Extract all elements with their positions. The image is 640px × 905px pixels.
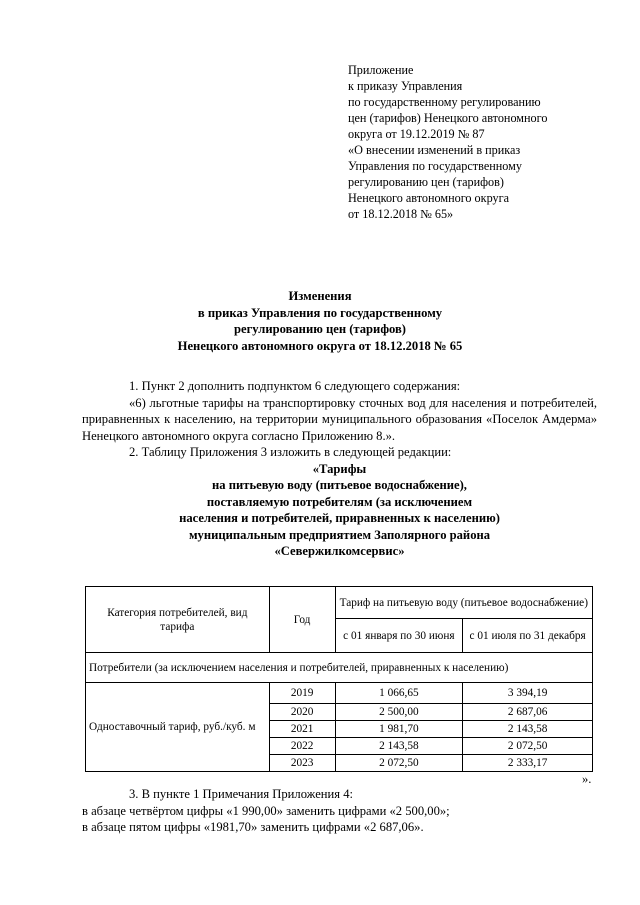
title-line: Изменения <box>288 289 352 303</box>
tariff-title-line: поставляемую потребителям (за исключением <box>206 494 473 509</box>
row-value-h2: 2 687,06 <box>463 704 593 721</box>
title-line: в приказ Управления по государственному <box>197 305 443 320</box>
row-year: 2019 <box>269 683 335 704</box>
body-text <box>82 378 597 560</box>
row-value-h1: 2 072,50 <box>335 755 463 772</box>
annex-line: округа от 19.12.2019 № 87 <box>348 127 485 141</box>
paragraph-1: 1. Пункт 2 дополнить подпунктом 6 следующего содержания: <box>129 379 461 393</box>
title-line: регулированию цен (тарифов) <box>233 322 407 336</box>
annex-line: к приказу Управления <box>348 79 463 93</box>
header-category: Категория потребителей, вид тарифа <box>86 587 270 653</box>
group-label: Потребители (за исключением населения и потребителей, приравненных к населению) <box>86 653 593 683</box>
tariff-title-line: «Тарифы <box>312 461 367 476</box>
tariff-table <box>85 586 593 772</box>
header-period-1: с 01 января по 30 июня <box>335 619 463 653</box>
tariff-title-line: муниципальным предприятием Заполярного района <box>188 527 491 542</box>
tail-paragraph-1: 3. В пункте 1 Примечания Приложения 4: <box>129 787 354 801</box>
tail-text <box>82 786 597 836</box>
row-value-h1: 1 066,65 <box>335 683 463 704</box>
annex-line: Приложение <box>348 63 414 77</box>
tariff-kind: Одноставочный тариф, руб./куб. м <box>86 683 270 772</box>
annex-line: по государственному регулированию <box>348 95 541 109</box>
paragraph-2: «6) льготные тарифы на транспортировку сточных вод для населения и потребителей, приравненных к населению, на территории муниципального образования «Поселок Амдерма» Ненецкого автономного округа согласно Приложению 8.». <box>82 395 597 443</box>
row-year: 2022 <box>269 738 335 755</box>
annex-line: Ненецкого автономного округа <box>348 191 510 205</box>
row-value-h2: 2 072,50 <box>463 738 593 755</box>
row-value-h2: 3 394,19 <box>463 683 593 704</box>
tail-paragraph-2: в абзаце четвёртом цифры «1 990,00» заменить цифрами «2 500,00»; <box>82 803 450 818</box>
tariff-title-line: на питьевую воду (питьевое водоснабжение), <box>212 478 467 492</box>
row-year: 2021 <box>269 721 335 738</box>
closing-quote: ». <box>582 772 592 786</box>
row-value-h1: 2 143,58 <box>335 738 463 755</box>
annex-line: цен (тарифов) Ненецкого автономного <box>348 111 548 125</box>
annex-block <box>348 62 608 222</box>
row-value-h1: 1 981,70 <box>335 721 463 738</box>
annex-line: «О внесении изменений в приказ <box>348 143 521 157</box>
document-title <box>0 288 640 354</box>
row-year: 2020 <box>269 704 335 721</box>
header-tariff: Тариф на питьевую воду (питьевое водоснабжение) <box>335 587 592 619</box>
annex-line: от 18.12.2018 № 65» <box>348 207 454 221</box>
tariff-title-line: «Севержилкомсервис» <box>274 544 405 558</box>
tariff-title-line: населения и потребителей, приравненных к населению) <box>179 511 500 525</box>
row-value-h2: 2 143,58 <box>463 721 593 738</box>
row-value-h2: 2 333,17 <box>463 755 593 772</box>
tariff-title <box>82 461 597 560</box>
paragraph-3: 2. Таблицу Приложения 3 изложить в следующей редакции: <box>129 445 452 459</box>
header-year: Год <box>269 587 335 653</box>
title-line: Ненецкого автономного округа от 18.12.2018 № 65 <box>177 338 463 353</box>
row-value-h1: 2 500,00 <box>335 704 463 721</box>
header-period-2: с 01 июля по 31 декабря <box>463 619 593 653</box>
annex-line: Управления по государственному <box>348 159 522 173</box>
tail-paragraph-3: в абзаце пятом цифры «1981,70» заменить цифрами «2 687,06». <box>82 820 424 834</box>
row-year: 2023 <box>269 755 335 772</box>
annex-line: регулированию цен (тарифов) <box>348 175 504 189</box>
